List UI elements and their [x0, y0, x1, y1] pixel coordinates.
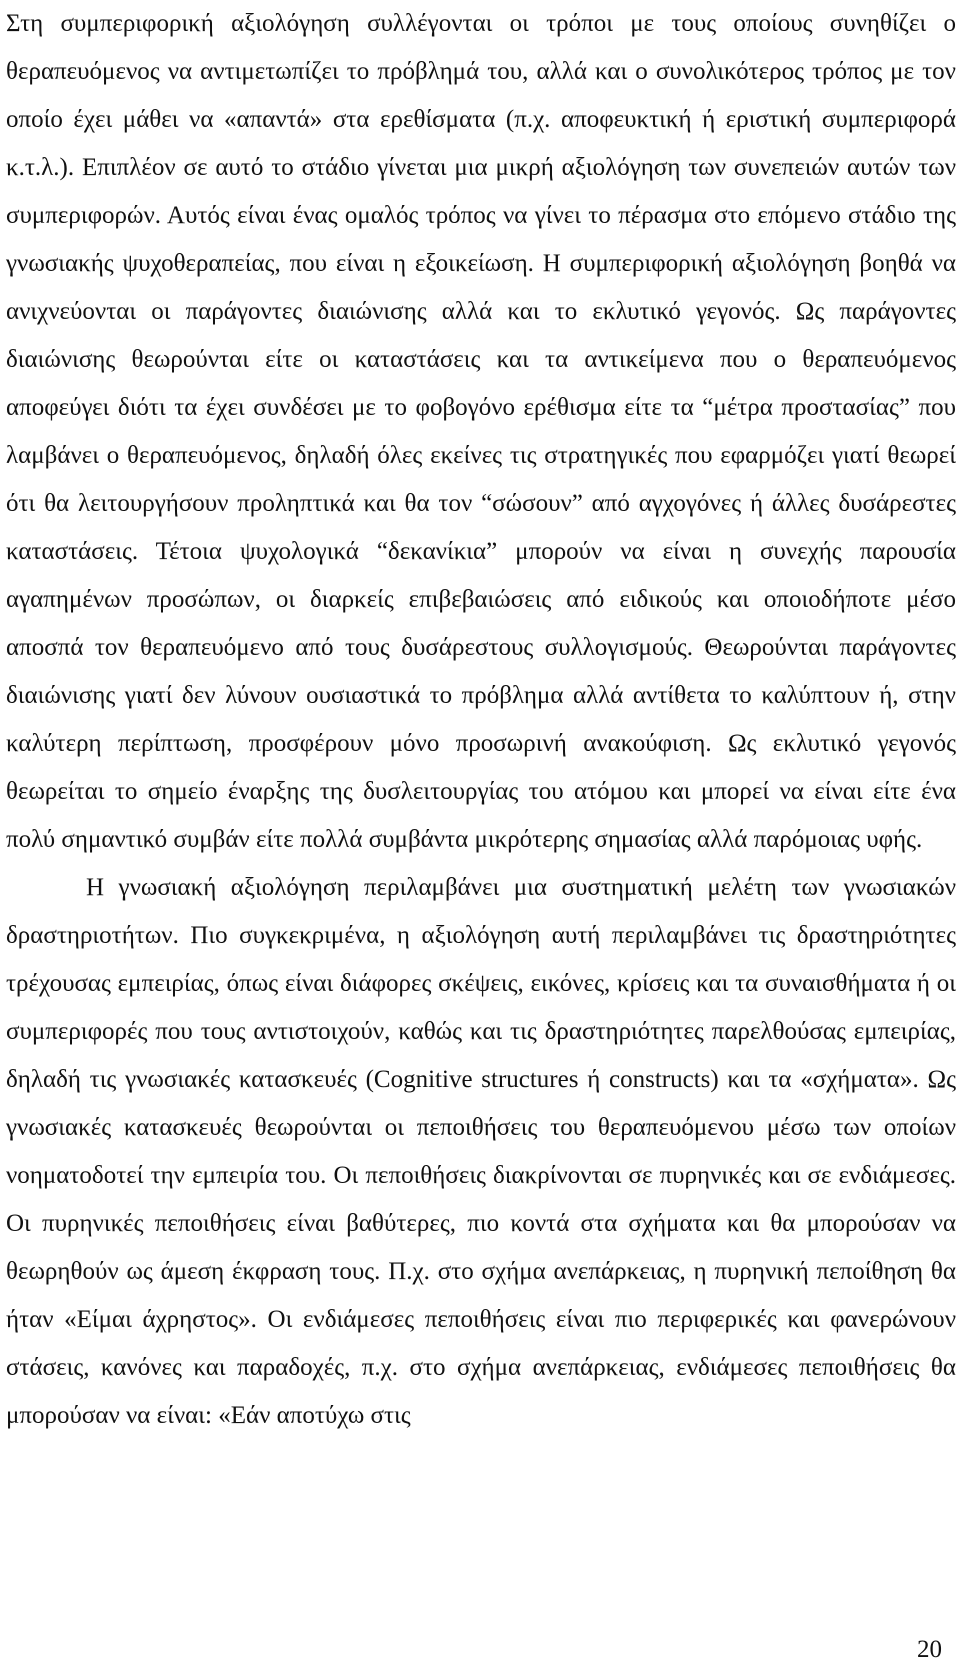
paragraph-cognitive-assessment: Η γνωσιακή αξιολόγηση περιλαμβάνει μια συστηματική μελέτη των γνωσιακών δραστηριοτήτων. Πιο συγκεκριμένα, η αξιολόγηση αυτή περιλαμβάνει τις δραστηριότητες τρέχουσας εμπειρίας, όπως είναι διάφορες σκέψεις, εικόνες, κρίσεις και τα συναισθήματα ή οι συμπεριφορές που τους αντιστοιχούν, καθώς και τις δραστηριότητες παρελθούσας εμπειρίας, δηλαδή τις γνωσιακές κατασκευές (Cognitive structures ή constructs) και τα «σχήματα». Ως γνωσιακές κατασκευές θεωρούνται οι πεποιθήσεις του θεραπευόμενου μέσω των οποίων νοηματοδοτεί την εμπειρία του. Οι πεποιθήσεις διακρίνονται σε πυρηνικές και σε ενδιάμεσες. Οι πυρηνικές πεποιθήσεις είναι βαθύτερες, πιο κοντά στα σχήματα και θα μπορούσαν να θεωρηθούν ως άμεση έκφραση τους. Π.χ. στο σχήμα ανεπάρκειας, η πυρηνική πεποίθηση θα ήταν «Είμαι άχρηστος». Οι ενδιάμεσες πεποιθήσεις είναι πιο περιφερικές και φανερώνουν στάσεις, κανόνες και παραδοχές, π.χ. στο σχήμα ανεπάρκειας, ενδιάμεσες πεποιθήσεις θα μπορούσαν να είναι: «Εάν αποτύχω στις: [6, 874, 956, 1429]
body-text: [6, 0, 956, 1440]
paragraph-behavioral-assessment: Στη συμπεριφορική αξιολόγηση συλλέγονται οι τρόποι με τους οποίους συνηθίζει ο θεραπευόμενος να αντιμετωπίζει το πρόβλημά του, αλλά και ο συνολικότερος τρόπος με τον οποίο έχει μάθει να «απαντά» στα ερεθίσματα (π.χ. αποφευκτική ή εριστική συμπεριφορά κ.τ.λ.). Επιπλέον σε αυτό το στάδιο γίνεται μια μικρή αξιολόγηση των συνεπειών αυτών των συμπεριφορών. Αυτός είναι ένας ομαλός τρόπος να γίνει το πέρασμα στο επόμενο στάδιο της γνωσιακής ψυχοθεραπείας, που είναι η εξοικείωση. Η συμπεριφορική αξιολόγηση βοηθά να ανιχνεύονται οι παράγοντες διαιώνισης αλλά και το εκλυτικό γεγονός. Ως παράγοντες διαιώνισης θεωρούνται είτε οι καταστάσεις και τα αντικείμενα που ο θεραπευόμενος αποφεύγει διότι τα έχει συνδέσει με το φοβογόνο ερέθισμα είτε τα “μέτρα προστασίας” που λαμβάνει ο θεραπευόμενος, δηλαδή όλες εκείνες τις στρατηγικές που εφαρμόζει γιατί θεωρεί ότι θα λειτουργήσουν προληπτικά και θα τον “σώσουν” από αγχογόνες ή άλλες δυσάρεστες καταστάσεις. Τέτοια ψυχολογικά “δεκανίκια” μπορούν να είναι η συνεχής παρουσία αγαπημένων προσώπων, οι διαρκείς επιβεβαιώσεις από ειδικούς και οποιοδήποτε μέσο αποσπά τον θεραπευόμενο από τους δυσάρεστους συλλογισμούς. Θεωρούνται παράγοντες διαιώνισης γιατί δεν λύνουν ουσιαστικά το πρόβλημα αλλά αντίθετα το καλύπτουν ή, στην καλύτερη περίπτωση, προσφέρουν μόνο προσωρινή ανακούφιση. Ως εκλυτικό γεγονός θεωρείται το σημείο έναρξης της δυσλειτουργίας του ατόμου και μπορεί να είναι είτε ένα πολύ σημαντικό συμβάν είτε πολλά συμβάντα μικρότερης σημασίας αλλά παρόμοιας υφής.: [6, 10, 956, 853]
page-number: 20: [917, 1636, 942, 1663]
